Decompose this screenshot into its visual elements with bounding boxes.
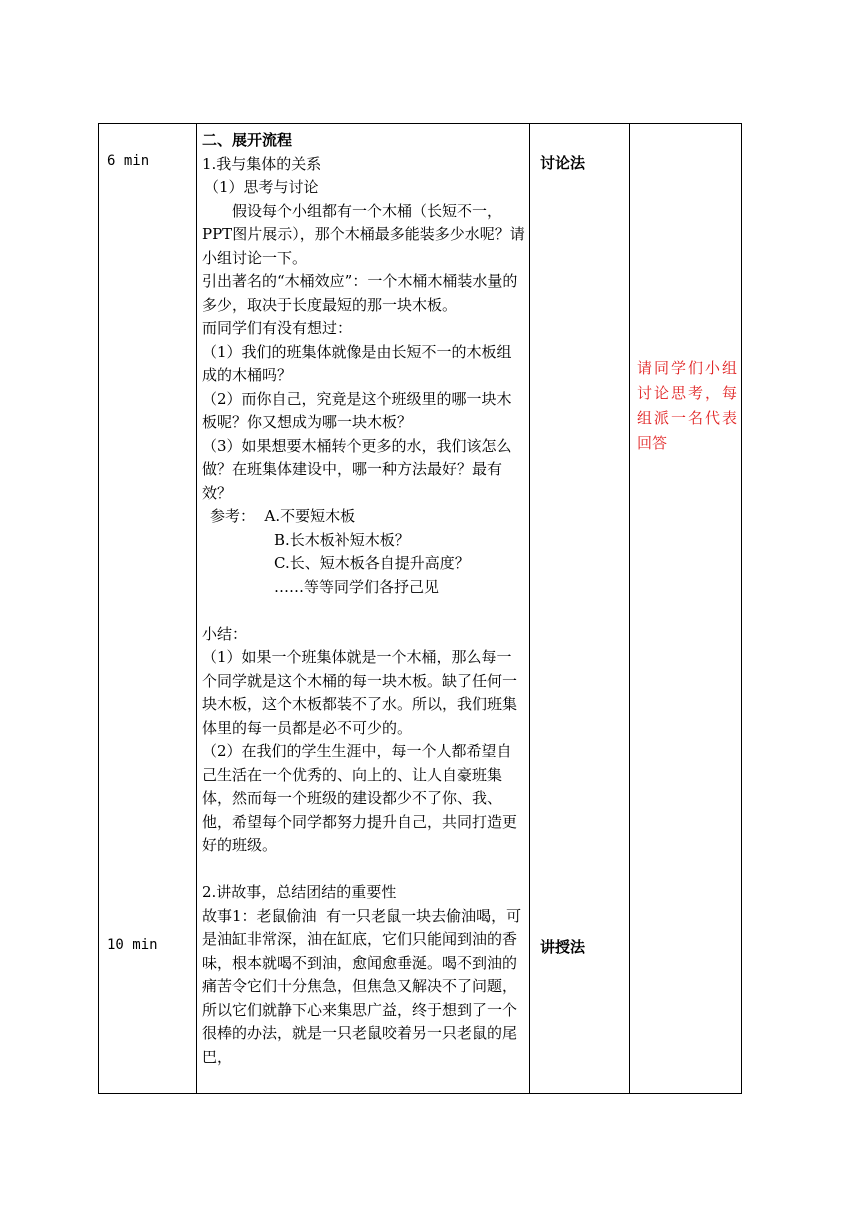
content-line: 1.我与集体的关系 xyxy=(202,154,322,173)
lesson-content xyxy=(202,129,526,1069)
time-cell-2: 10 min xyxy=(107,937,158,953)
content-line: ……等等同学们各抒己见 xyxy=(274,577,440,596)
content-line: 小结： xyxy=(202,624,248,643)
method-cell-2: 讲授法 xyxy=(540,938,586,956)
content-line: 引出著名的“木桶效应”：一个木桶木桶装水量的多少，取决于长度最短的那一块木板。 xyxy=(202,272,518,314)
column-divider xyxy=(529,124,530,1093)
lesson-plan-table xyxy=(98,123,742,1094)
content-line: （2）而你自己，究竟是这个班级里的哪一块木板呢？你又想成为哪一块木板？ xyxy=(202,389,512,431)
content-line: 2.讲故事，总结团结的重要性 xyxy=(202,883,397,901)
column-divider xyxy=(629,124,630,1093)
content-line: （2）在我们的学生生涯中，每一个人都希望自己生活在一个优秀的、向上的、让人自豪班集体，然而每一个班级的建设都少不了你、我、他，希望每个同学都努力提升自己，共同打造更好的班级。 xyxy=(202,742,518,854)
content-line: C.长、短木板各自提升高度？ xyxy=(274,554,470,572)
content-line: （1）如果一个班集体就是一个木桶，那么每一个同学就是这个木桶的每一块木板。缺了任何一块木板，这个木板都装不了水。所以，我们班集体里的每一员都是必不可少的。 xyxy=(202,648,518,737)
time-cell-1: 6 min xyxy=(107,153,150,169)
content-line: 参考： A.不要短木板 xyxy=(210,507,356,525)
content-line: 而同学们有没有想过： xyxy=(202,319,353,337)
section-heading: 二、展开流程 xyxy=(202,131,293,149)
content-line: （1）我们的班集体就像是由长短不一的木板组成的木桶吗？ xyxy=(202,342,512,384)
content-line: （3）如果想要木桶转个更多的水，我们该怎么做？在班集体建设中，哪一种方法最好？最有效？ xyxy=(202,436,512,502)
content-line: 假设每个小组都有一个木桶（长短不一，PPT图片展示），那个木桶最多能装多少水呢？请小组讨论一下。 xyxy=(202,201,525,267)
teacher-note: 请同学们小组讨论思考，每组派一名代表回答 xyxy=(637,359,737,452)
content-line: （1）思考与讨论 xyxy=(204,178,319,196)
column-divider xyxy=(196,124,197,1093)
content-line: B.长木板补短木板？ xyxy=(274,530,410,549)
content-line: 故事1：老鼠偷油 有一只老鼠一块去偷油喝，可是油缸非常深，油在缸底，它们只能闻到油的香味，根本就喝不到油，愈闻愈垂涎。喝不到油的痛苦令它们十分焦急，但焦急又解决不了问题，所以它们就静下心来集思广益，终于想到了一个很棒的办法，就是一只老鼠咬着另一只老鼠的尾巴， xyxy=(202,906,522,1066)
method-cell-1: 讨论法 xyxy=(540,154,586,172)
